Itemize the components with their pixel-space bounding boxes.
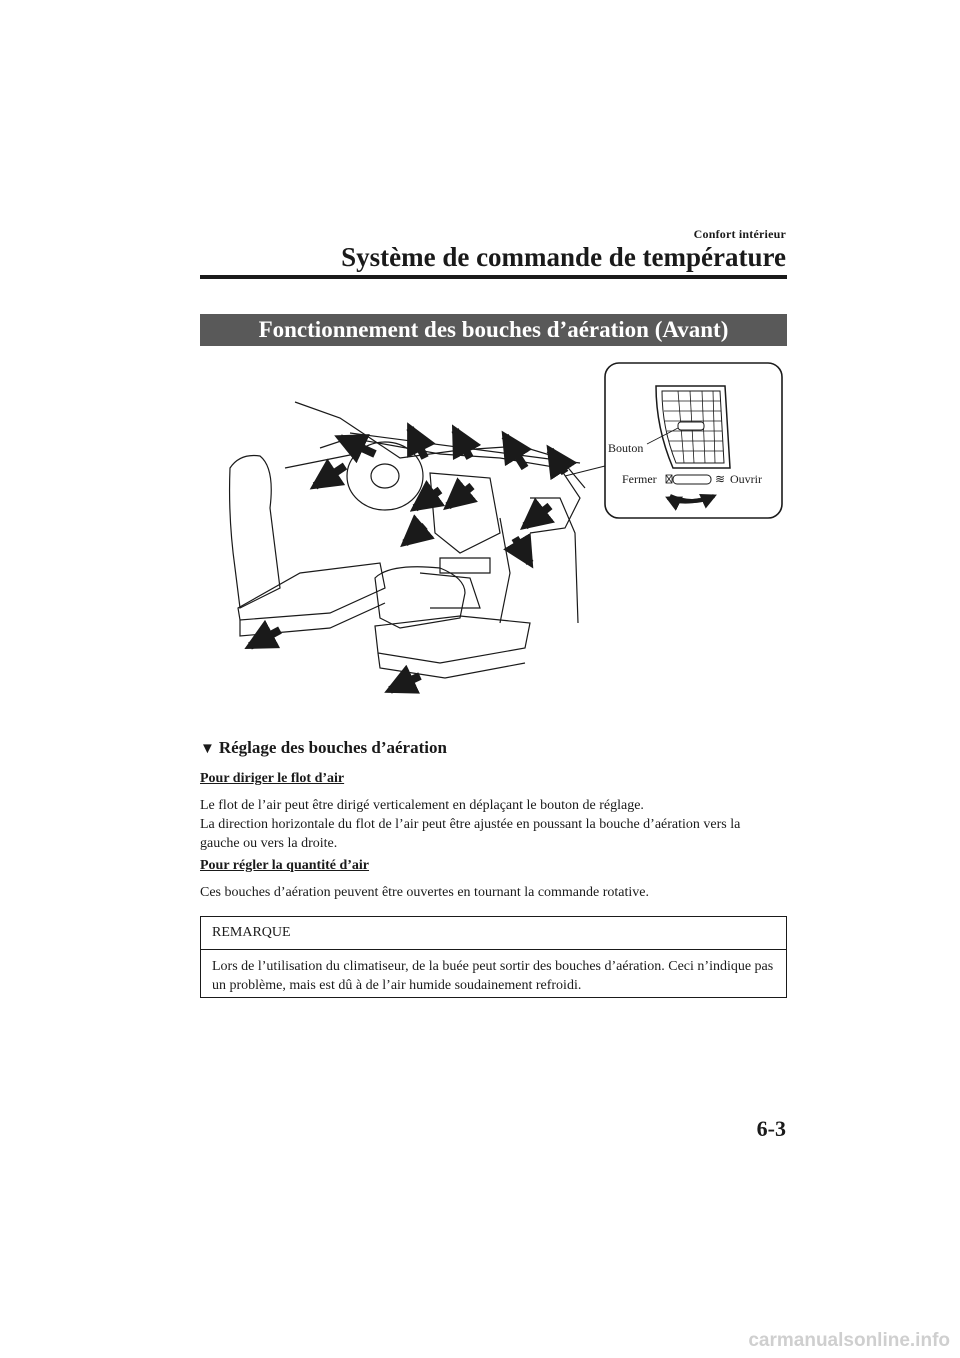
note-title: REMARQUE xyxy=(201,917,786,950)
direct-paragraph-2: La direction horizontale du flot de l’air peut être ajustée en poussant la bouche d’aération vers la gauche ou vers la droite. xyxy=(200,817,741,851)
note-text: Lors de l’utilisation du climatiseur, de la buée peut sortir des bouches d’aération. Ceci n’indique pas un problème, mais est dû à de l’air humide soudainement refroidi. xyxy=(212,959,774,993)
subheading xyxy=(200,738,447,758)
vent-inset xyxy=(605,363,782,518)
watermark: carmanualsonline.info xyxy=(748,1330,950,1351)
header-rule xyxy=(200,275,787,279)
open-label: Ouvrir xyxy=(730,472,762,486)
direct-paragraph-1: Le flot de l’air peut être dirigé verticalement en déplaçant le bouton de réglage. xyxy=(200,798,644,813)
airflow-arrows xyxy=(250,428,565,690)
button-label: Bouton xyxy=(608,441,644,455)
subheading-text: Réglage des bouches d’aération xyxy=(218,738,447,757)
page-title: Système de commande de température xyxy=(341,242,786,272)
vent-diagram xyxy=(200,358,787,718)
chapter-label: Confort intérieur xyxy=(693,227,786,241)
amount-heading: Pour régler la quantité d’air xyxy=(200,858,370,873)
amount-paragraph: Ces bouches d’aération peuvent être ouvertes en tournant la commande rotative. xyxy=(200,885,649,900)
direct-heading: Pour diriger le flot d’air xyxy=(200,771,345,786)
close-label: Fermer xyxy=(622,472,657,486)
note-box xyxy=(200,916,787,998)
triangle-bullet-icon: ▼ xyxy=(200,741,215,757)
vent-illustration xyxy=(200,358,787,718)
section-title: Fonctionnement des bouches d’aération (Avant) xyxy=(200,314,787,346)
page-number: 6-3 xyxy=(756,1116,786,1141)
open-symbol-icon: ≋ xyxy=(715,472,726,486)
